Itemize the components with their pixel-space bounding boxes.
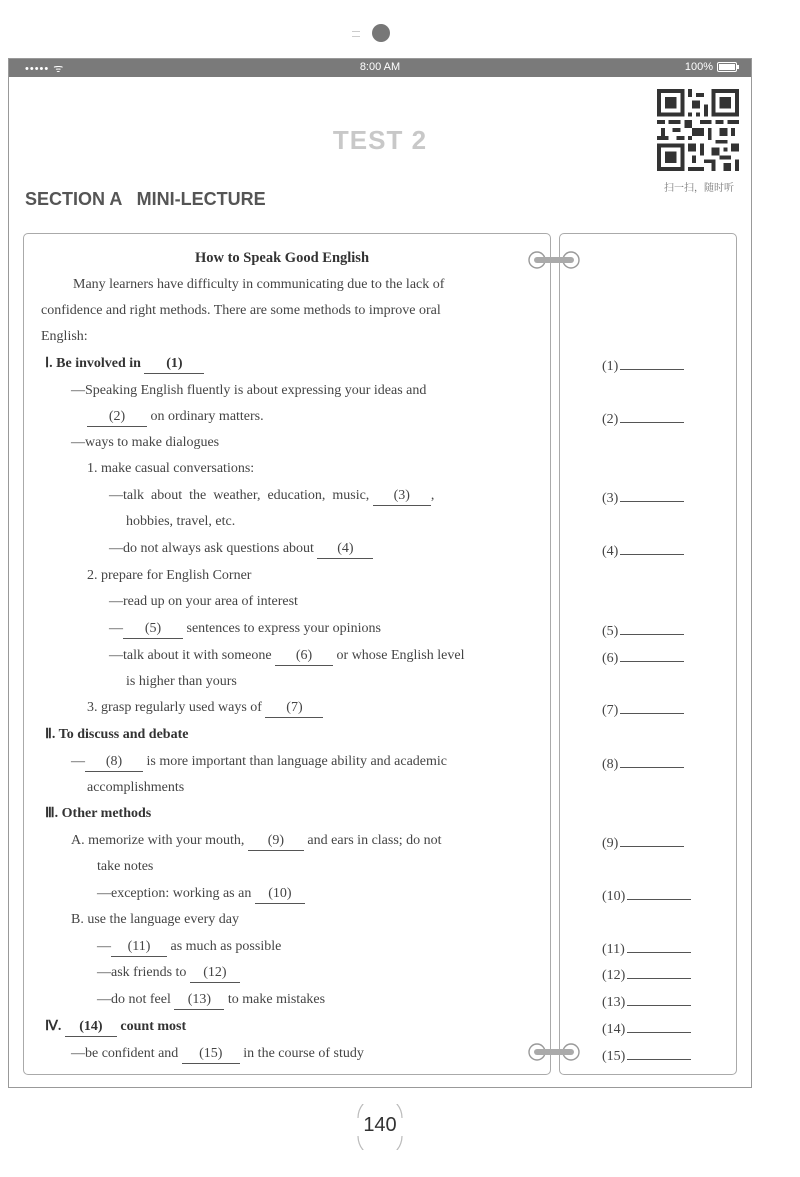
blank-7: (7) [265, 699, 323, 718]
note-line: 1. make casual conversations: [87, 461, 255, 476]
answer-field-2[interactable]: (2) [602, 410, 684, 428]
answer-field-9[interactable]: (9) [602, 834, 684, 852]
note-line: —talk about it with someone (6) or whose English level [109, 647, 464, 666]
tablet-screen [8, 58, 752, 1088]
blank-2: (2) [87, 408, 147, 427]
blank-9: (9) [248, 832, 304, 851]
note-line: —exception: working as an (10) [97, 885, 305, 904]
qr-code-icon[interactable] [657, 89, 739, 171]
section-1-heading: Ⅰ. Be involved in (1) [45, 355, 204, 374]
blank-11: (11) [111, 938, 167, 957]
battery-percent: 100% [684, 61, 713, 73]
battery-indicator [685, 61, 737, 73]
section-title: SECTION A MINI-LECTURE [25, 189, 266, 209]
note-line: — (5) sentences to express your opinions [109, 620, 381, 639]
note-line: —do not feel (13) to make mistakes [97, 991, 325, 1010]
blank-14: (14) [65, 1018, 117, 1037]
blank-13: (13) [174, 991, 224, 1010]
note-line: A. memorize with your mouth, (9) and ears in class; do not [71, 832, 442, 851]
note-line: (2) on ordinary matters. [87, 408, 264, 427]
device-camera [372, 24, 390, 42]
page-number-text: 140 [363, 1114, 397, 1136]
blank-12: (12) [190, 964, 240, 983]
section-4-heading: Ⅳ. (14) count most [45, 1018, 186, 1037]
note-line: hobbies, travel, etc. [126, 514, 236, 529]
lecture-title: How to Speak Good English [194, 250, 370, 266]
intro-line: confidence and right methods. There are some methods to improve oral [41, 303, 441, 318]
note-line: take notes [97, 859, 154, 874]
test-title: TEST 2 [332, 125, 428, 155]
status-time: 8:00 AM [359, 61, 401, 73]
note-line: —do not always ask questions about (4) [109, 540, 373, 559]
battery-icon [717, 62, 737, 72]
blank-8: (8) [85, 753, 143, 772]
section-3-heading: Ⅲ. Other methods [45, 806, 152, 821]
answer-field-4[interactable]: (4) [602, 542, 684, 560]
note-line: —read up on your area of interest [109, 594, 298, 609]
note-line: —ask friends to (12) [97, 964, 240, 983]
answer-field-14[interactable]: (14) [602, 1020, 691, 1038]
signal-indicator: ••••• ᯤ [25, 63, 65, 75]
answer-field-13[interactable]: (13) [602, 993, 691, 1011]
note-line: accomplishments [87, 780, 185, 795]
answer-field-11[interactable]: (11) [602, 940, 691, 958]
blank-3: (3) [373, 487, 431, 506]
note-line: 3. grasp regularly used ways of (7) [87, 699, 323, 718]
answer-field-8[interactable]: (8) [602, 755, 684, 773]
answer-field-10[interactable]: (10) [602, 887, 691, 905]
note-line: —ways to make dialogues [71, 435, 220, 450]
note-line: is higher than yours [126, 674, 237, 689]
answer-field-5[interactable]: (5) [602, 622, 684, 640]
blank-1: (1) [144, 355, 204, 374]
intro-line: English: [41, 329, 88, 344]
note-line: —Speaking English fluently is about expressing your ideas and [71, 383, 427, 398]
qr-caption: 扫一扫，随时听 [664, 183, 734, 194]
page-number [352, 1104, 408, 1150]
note-line: — (8) is more important than language ability and academic [71, 753, 447, 772]
blank-10: (10) [255, 885, 305, 904]
answer-field-3[interactable]: (3) [602, 489, 684, 507]
binder-ring-icon [526, 1041, 582, 1063]
answer-field-7[interactable]: (7) [602, 701, 684, 719]
blank-6: (6) [275, 647, 333, 666]
note-line: B. use the language every day [71, 912, 239, 927]
intro-line: Many learners have difficulty in communicating due to the lack of [73, 277, 445, 292]
section-2-heading: Ⅱ. To discuss and debate [45, 727, 189, 742]
answer-field-1[interactable]: (1) [602, 357, 684, 375]
blank-5: (5) [123, 620, 183, 639]
note-line: 2. prepare for English Corner [87, 568, 252, 583]
answer-field-6[interactable]: (6) [602, 649, 684, 667]
answer-field-12[interactable]: (12) [602, 966, 691, 984]
note-line: —talk about the weather, education, music, (3) , [109, 487, 434, 506]
device-speaker [352, 31, 360, 37]
blank-15: (15) [182, 1045, 240, 1064]
note-line: — (11) as much as possible [97, 938, 281, 957]
blank-4: (4) [317, 540, 373, 559]
answer-field-15[interactable]: (15) [602, 1047, 691, 1065]
status-bar [9, 59, 751, 77]
note-line: —be confident and (15) in the course of study [71, 1045, 364, 1064]
